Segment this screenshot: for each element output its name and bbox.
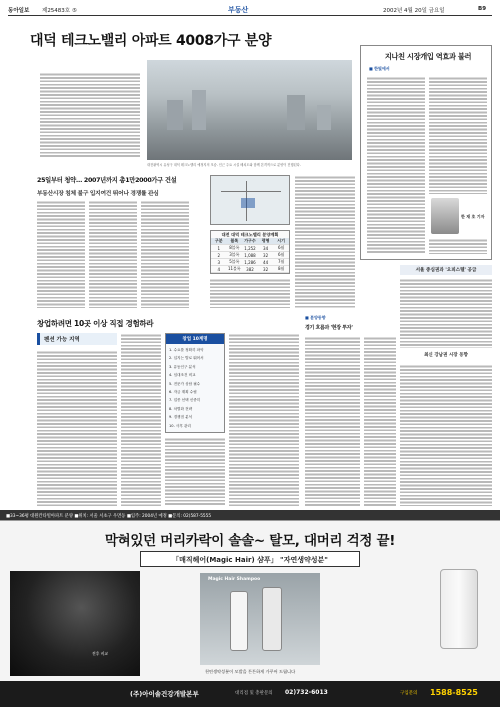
shampoo-bottle-icon bbox=[262, 587, 282, 651]
table-cell: 6월 bbox=[277, 245, 285, 250]
table-cell: 6월 bbox=[277, 252, 285, 257]
product-label: Magic Hair Shampoo bbox=[208, 577, 261, 582]
ad-photo-before bbox=[10, 571, 140, 676]
table-header: 블록 bbox=[230, 238, 239, 243]
sidebar-headline: 서울 중심권과 '오피스텔' 공급 bbox=[400, 265, 492, 275]
table-header: 시기 bbox=[277, 238, 286, 243]
supply-table bbox=[210, 230, 290, 274]
photo-caption: 대전광역시 유성구 대덕 테크노밸리 예정지의 모습. 인근 주요 시설 배치도와 함께 본격적으로 분양이 진행된다. bbox=[147, 163, 301, 167]
tips-box bbox=[165, 333, 225, 433]
ad-photo-caption: 전후 비교 bbox=[92, 651, 108, 656]
table-row bbox=[211, 266, 289, 273]
author-photo bbox=[431, 198, 459, 234]
feature-left-title: 펜션 가능 지역 bbox=[37, 333, 117, 345]
table-row bbox=[211, 259, 289, 266]
sidebar-note: 최신 강남권 시장 동향 bbox=[424, 353, 468, 358]
tips-item: 3. 유동인구 분석 bbox=[169, 364, 196, 369]
article2-col1 bbox=[37, 200, 85, 308]
table-cell: 2 bbox=[217, 252, 221, 258]
ad-order-phone: 1588-8525 bbox=[430, 688, 478, 697]
issue-number: 제25483호 ⑤ bbox=[42, 8, 77, 14]
ad-phone: 02)732-6013 bbox=[285, 689, 328, 696]
column-text-end bbox=[429, 238, 487, 254]
tips-item: 2. 입지는 발로 뛰어서 bbox=[169, 356, 204, 361]
article2-subhead: 부동산시장 침체 불구 입지여건 뛰어나 경쟁률 관심 bbox=[37, 191, 159, 197]
table-header: 평형 bbox=[261, 238, 270, 243]
tips-list bbox=[166, 344, 224, 432]
table-cell: 11블록 bbox=[227, 266, 241, 271]
tips-item: 7. 업종 선택 신중히 bbox=[169, 398, 201, 403]
column-title: 지나친 시장개입 역효과 불러 bbox=[384, 52, 472, 61]
ad-phone-label: 대리점 및 총판문의 bbox=[235, 691, 273, 696]
tips-item: 10. 사후 관리 bbox=[169, 423, 191, 428]
column2-headline: 경기 흐름과 '현장 투자' bbox=[305, 325, 353, 331]
building-shape bbox=[287, 95, 305, 130]
column-text-right bbox=[429, 76, 487, 194]
author-name: 한 재 호 기자 bbox=[461, 214, 485, 219]
column2-text bbox=[305, 336, 360, 506]
ad-subhead: 「매직헤어(Magic Hair) 샴푸」 "자연생약성분" bbox=[140, 551, 360, 567]
ad-company: (주)아이솔건강개발본부 bbox=[130, 690, 199, 698]
product-bottle-icon bbox=[440, 569, 478, 649]
table-cell: 3블록 bbox=[229, 252, 240, 257]
table-row bbox=[211, 245, 289, 252]
opinion-column bbox=[360, 45, 492, 260]
column-tag: ■ 한빛에서 bbox=[369, 66, 390, 71]
table-cell: 1 bbox=[217, 245, 221, 251]
main-photo bbox=[147, 60, 352, 160]
table-cell: 44 bbox=[263, 259, 269, 265]
table-title: 대전 대덕 테크노밸리 분양계획 bbox=[221, 232, 279, 237]
paper-name: 동아일보 bbox=[8, 8, 30, 14]
table-header: 구분 bbox=[214, 238, 223, 243]
section-title: 부동산 bbox=[228, 6, 249, 14]
hair-ad bbox=[0, 520, 500, 707]
table-cell: 1,286 bbox=[244, 259, 256, 265]
tips-item: 5. 전문가 상담 필수 bbox=[169, 381, 201, 386]
tips-item: 1. 수요를 정확히 파악 bbox=[169, 348, 204, 352]
table-cell: 1,088 bbox=[244, 252, 256, 258]
tips-box-title: 창업 10계명 bbox=[166, 334, 224, 344]
page-header bbox=[8, 4, 492, 16]
ad-footer bbox=[0, 681, 500, 707]
middle-column-text bbox=[295, 175, 355, 308]
feature-left-text bbox=[37, 350, 117, 506]
main-body-text bbox=[40, 72, 140, 157]
building-shape bbox=[167, 100, 183, 130]
table-cell: 7월 bbox=[277, 259, 285, 264]
building-shape bbox=[192, 90, 206, 130]
tips-item: 9. 경쟁점 분석 bbox=[169, 415, 193, 420]
location-map bbox=[210, 175, 290, 225]
table-cell: 34 bbox=[263, 245, 269, 251]
page-date: 2002년 4월 20일 금요일 bbox=[383, 8, 445, 14]
article2-col2 bbox=[89, 200, 137, 308]
tips-item: 6. 자금 계획 수립 bbox=[169, 390, 197, 395]
sidebar-text bbox=[400, 278, 492, 348]
table-cell: 5블록 bbox=[229, 259, 240, 264]
ad-product-photo bbox=[200, 573, 320, 665]
ad-top-strip: ■33~36평 대원칸타빌아파트 분양 ■위치: 서울 서초구 우면동 ■입주: 2004년 예정 ■문의: 02)587-5555 bbox=[0, 510, 500, 520]
column2-tag: ■ 분양동향 bbox=[305, 315, 326, 320]
column-text-left bbox=[367, 76, 425, 254]
feature-right-text-b bbox=[229, 333, 299, 506]
table-cell: 32 bbox=[263, 252, 269, 258]
feature-mid-text bbox=[121, 333, 161, 506]
table-cell: 1,252 bbox=[244, 245, 256, 251]
article2-col3 bbox=[141, 200, 189, 308]
article2-headline: 25일부터 청약… 2007년까지 총1만2000가구 건설 bbox=[37, 177, 177, 184]
building-shape bbox=[317, 105, 331, 130]
road-line bbox=[221, 191, 281, 192]
tips-item: 8. 차별화 전략 bbox=[169, 406, 193, 411]
ad-order-label: 구입문의 bbox=[400, 691, 418, 696]
main-headline: 대덕 테크노밸리 아파트 4008가구 분양 bbox=[30, 33, 272, 49]
table-row bbox=[211, 252, 289, 259]
tips-item: 4. 임대조건 비교 bbox=[169, 373, 196, 378]
table-cell: 382 bbox=[246, 266, 254, 272]
table-cell: 8월 bbox=[277, 266, 285, 271]
shampoo-bottle-icon bbox=[230, 591, 248, 651]
table-header-row bbox=[211, 238, 289, 245]
feature-headline: 창업하려면 10곳 이상 직접 경험하라 bbox=[37, 319, 154, 328]
ad-body-text: 천연생약성분이 모발을 튼튼하게 가꾸어 드립니다 bbox=[204, 669, 296, 674]
page-number: B9 bbox=[478, 6, 487, 12]
feature-right-text-a bbox=[165, 437, 225, 506]
table-cell: 4 bbox=[217, 266, 221, 272]
table-header: 가구수 bbox=[244, 238, 256, 243]
table-cell: 8블록 bbox=[229, 245, 240, 250]
table-note-text bbox=[210, 278, 290, 308]
ad-headline: 막혀있던 머리카락이 솔솔~ 탈모, 대머리 걱정 끝! bbox=[104, 533, 396, 549]
sidebar-text-3 bbox=[364, 336, 396, 506]
table-cell: 32 bbox=[263, 266, 269, 272]
sidebar-text-2 bbox=[400, 364, 492, 506]
site-marker bbox=[241, 198, 255, 208]
table-cell: 3 bbox=[217, 259, 221, 265]
